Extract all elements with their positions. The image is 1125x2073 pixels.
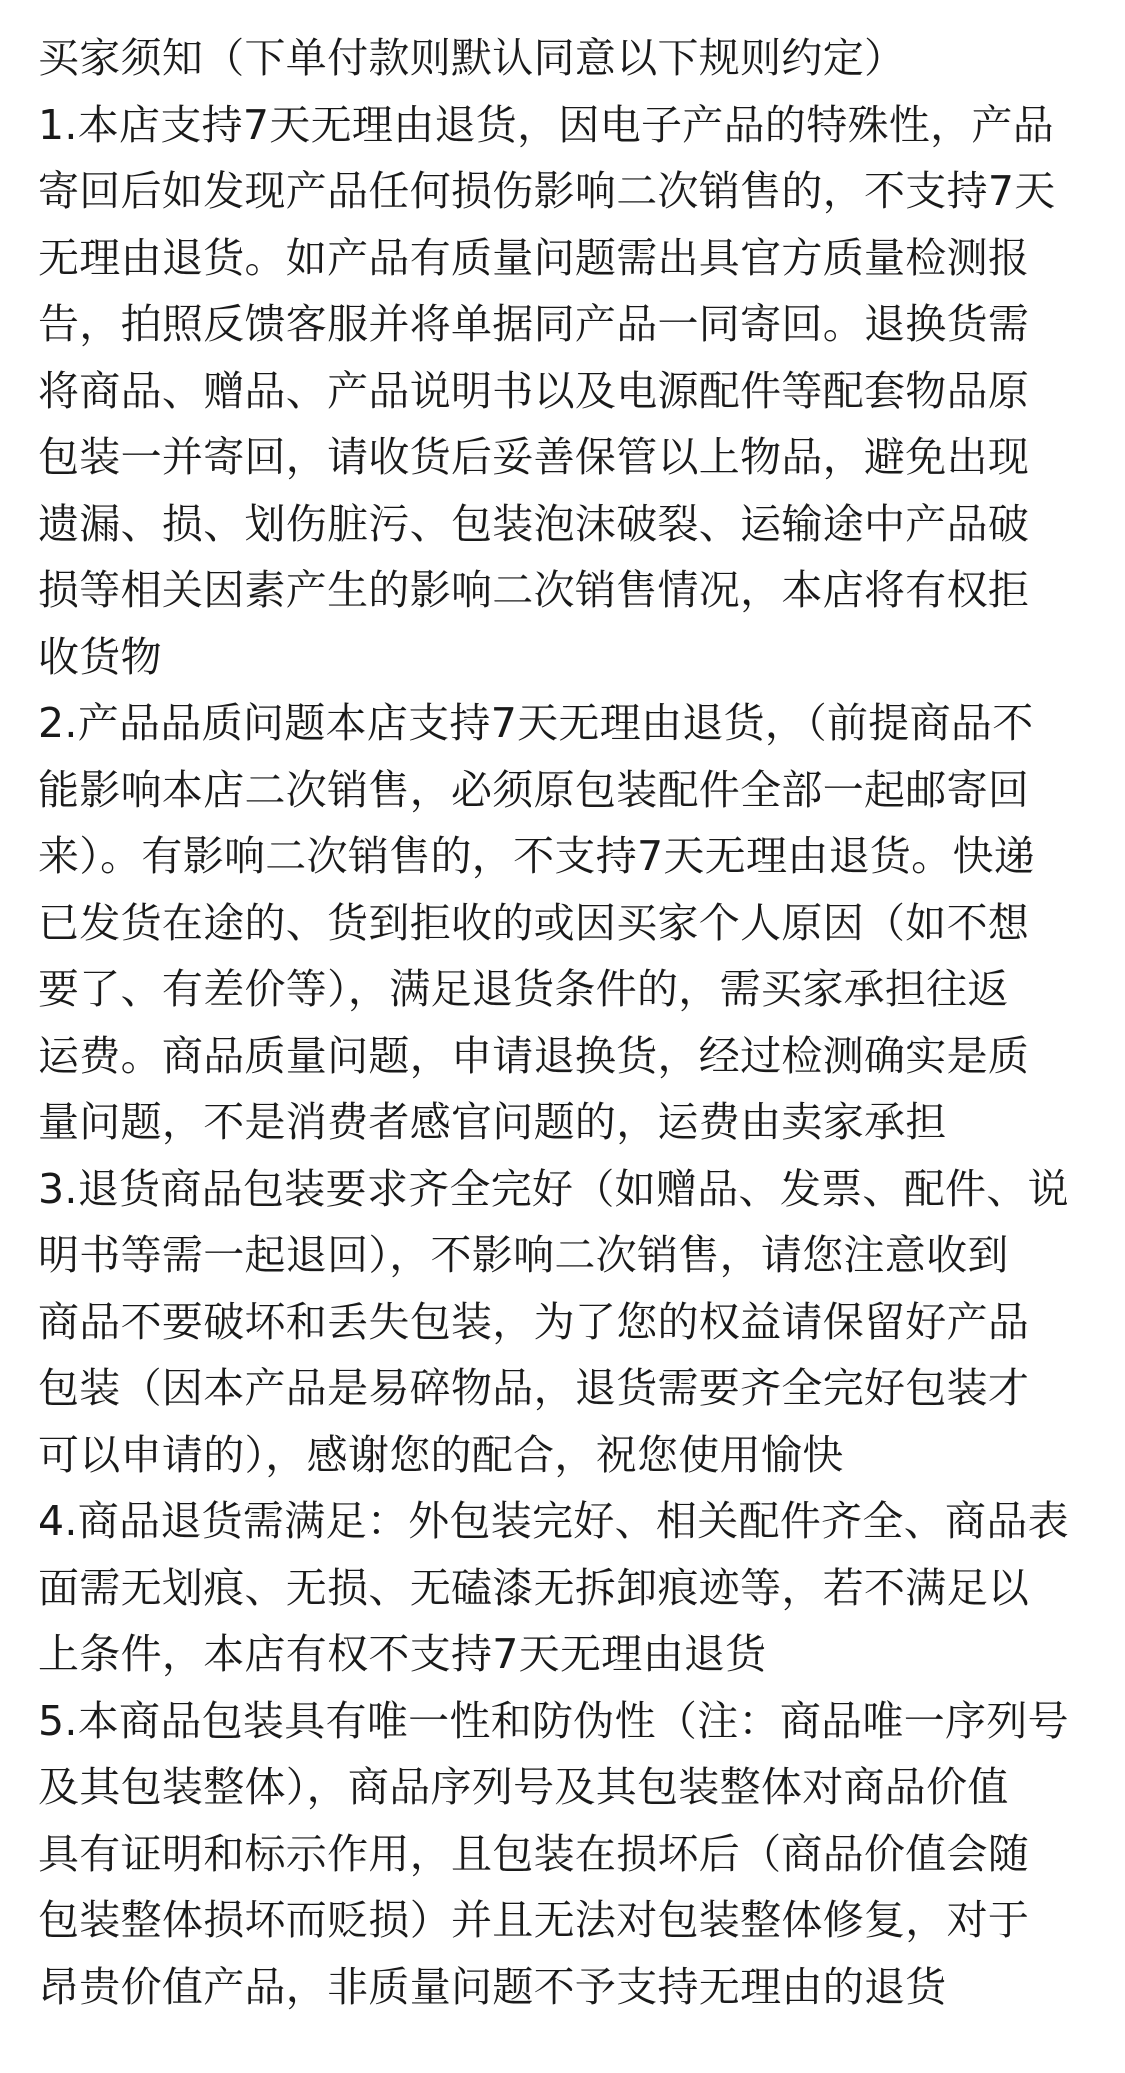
notice-line: 运费。商品质量问题，申请退换货，经过检测确实是质 — [38, 1031, 1030, 1080]
notice-line: 来）。有影响二次销售的，不支持7天无理由退货。快递 — [38, 832, 1036, 880]
notice-line: 寄回后如发现产品任何损伤影响二次销售的，不支持7天 — [38, 167, 1056, 215]
notice-line: 明书等需一起退回），不影响二次销售，请您注意收到 — [38, 1231, 1009, 1279]
notice-line: 1.本店支持7天无理由退货，因电子产品的特殊性，产品 — [38, 100, 1055, 149]
notice-line: 可以申请的），感谢您的配合，祝您使用愉快 — [38, 1430, 844, 1479]
notice-line: 要了、有差价等），满足退货条件的，需买家承担往返 — [38, 965, 1009, 1013]
notice-line: 2.产品品质问题本店支持7天无理由退货，（前提商品不 — [38, 699, 1034, 747]
notice-line: 3.退货商品包装要求齐全完好（如赠品、发票、配件、说 — [38, 1164, 1069, 1213]
notice-line: 将商品、赠品、产品说明书以及电源配件等配套物品原 — [38, 366, 1030, 415]
notice-line: 包装（因本产品是易碎物品，退货需要齐全完好包装才 — [38, 1364, 1030, 1412]
notice-line: 损等相关因素产生的影响二次销售情况，本店将有权拒 — [38, 566, 1030, 614]
notice-line: 具有证明和标示作用，且包装在损坏后（商品价值会随 — [38, 1829, 1030, 1878]
notice-line: 能影响本店二次销售，必须原包装配件全部一起邮寄回 — [38, 765, 1030, 814]
notice-line: 4.商品退货需满足：外包装完好、相关配件齐全、商品表 — [38, 1497, 1069, 1545]
notice-line: 昂贵价值产品，非质量问题不予支持无理由的退货 — [38, 1962, 947, 2011]
notice-line: 遗漏、损、划伤脏污、包装泡沫破裂、运输途中产品破 — [38, 499, 1030, 548]
notice-line: 包装一并寄回，请收货后妥善保管以上物品，避免出现 — [38, 433, 1030, 481]
notice-line: 及其包装整体），商品序列号及其包装整体对商品价值 — [38, 1763, 1009, 1811]
notice-line: 已发货在途的、货到拒收的或因买家个人原因（如不想 — [38, 898, 1030, 947]
notice-line: 收货物 — [38, 632, 162, 681]
notice-line: 量问题，不是消费者感官问题的，运费由卖家承担 — [38, 1098, 947, 1146]
notice-line: 包装整体损坏而贬损）并且无法对包装整体修复，对于 — [38, 1896, 1030, 1944]
notice-line: 告，拍照反馈客服并将单据同产品一同寄回。退换货需 — [38, 300, 1030, 348]
notice-line: 商品不要破坏和丢失包装，为了您的权益请保留好产品 — [38, 1297, 1030, 1346]
notice-line: 无理由退货。如产品有质量问题需出具官方质量检测报 — [38, 233, 1030, 282]
notice-line: 5.本商品包装具有唯一性和防伪性（注：商品唯一序列号 — [38, 1696, 1069, 1745]
notice-line: 面需无划痕、无损、无磕漆无拆卸痕迹等，若不满足以 — [38, 1563, 1030, 1612]
notice-line: 上条件，本店有权不支持7天无理由退货 — [38, 1630, 767, 1678]
notice-title: 买家须知（下单付款则默认同意以下规则约定） — [38, 34, 906, 82]
